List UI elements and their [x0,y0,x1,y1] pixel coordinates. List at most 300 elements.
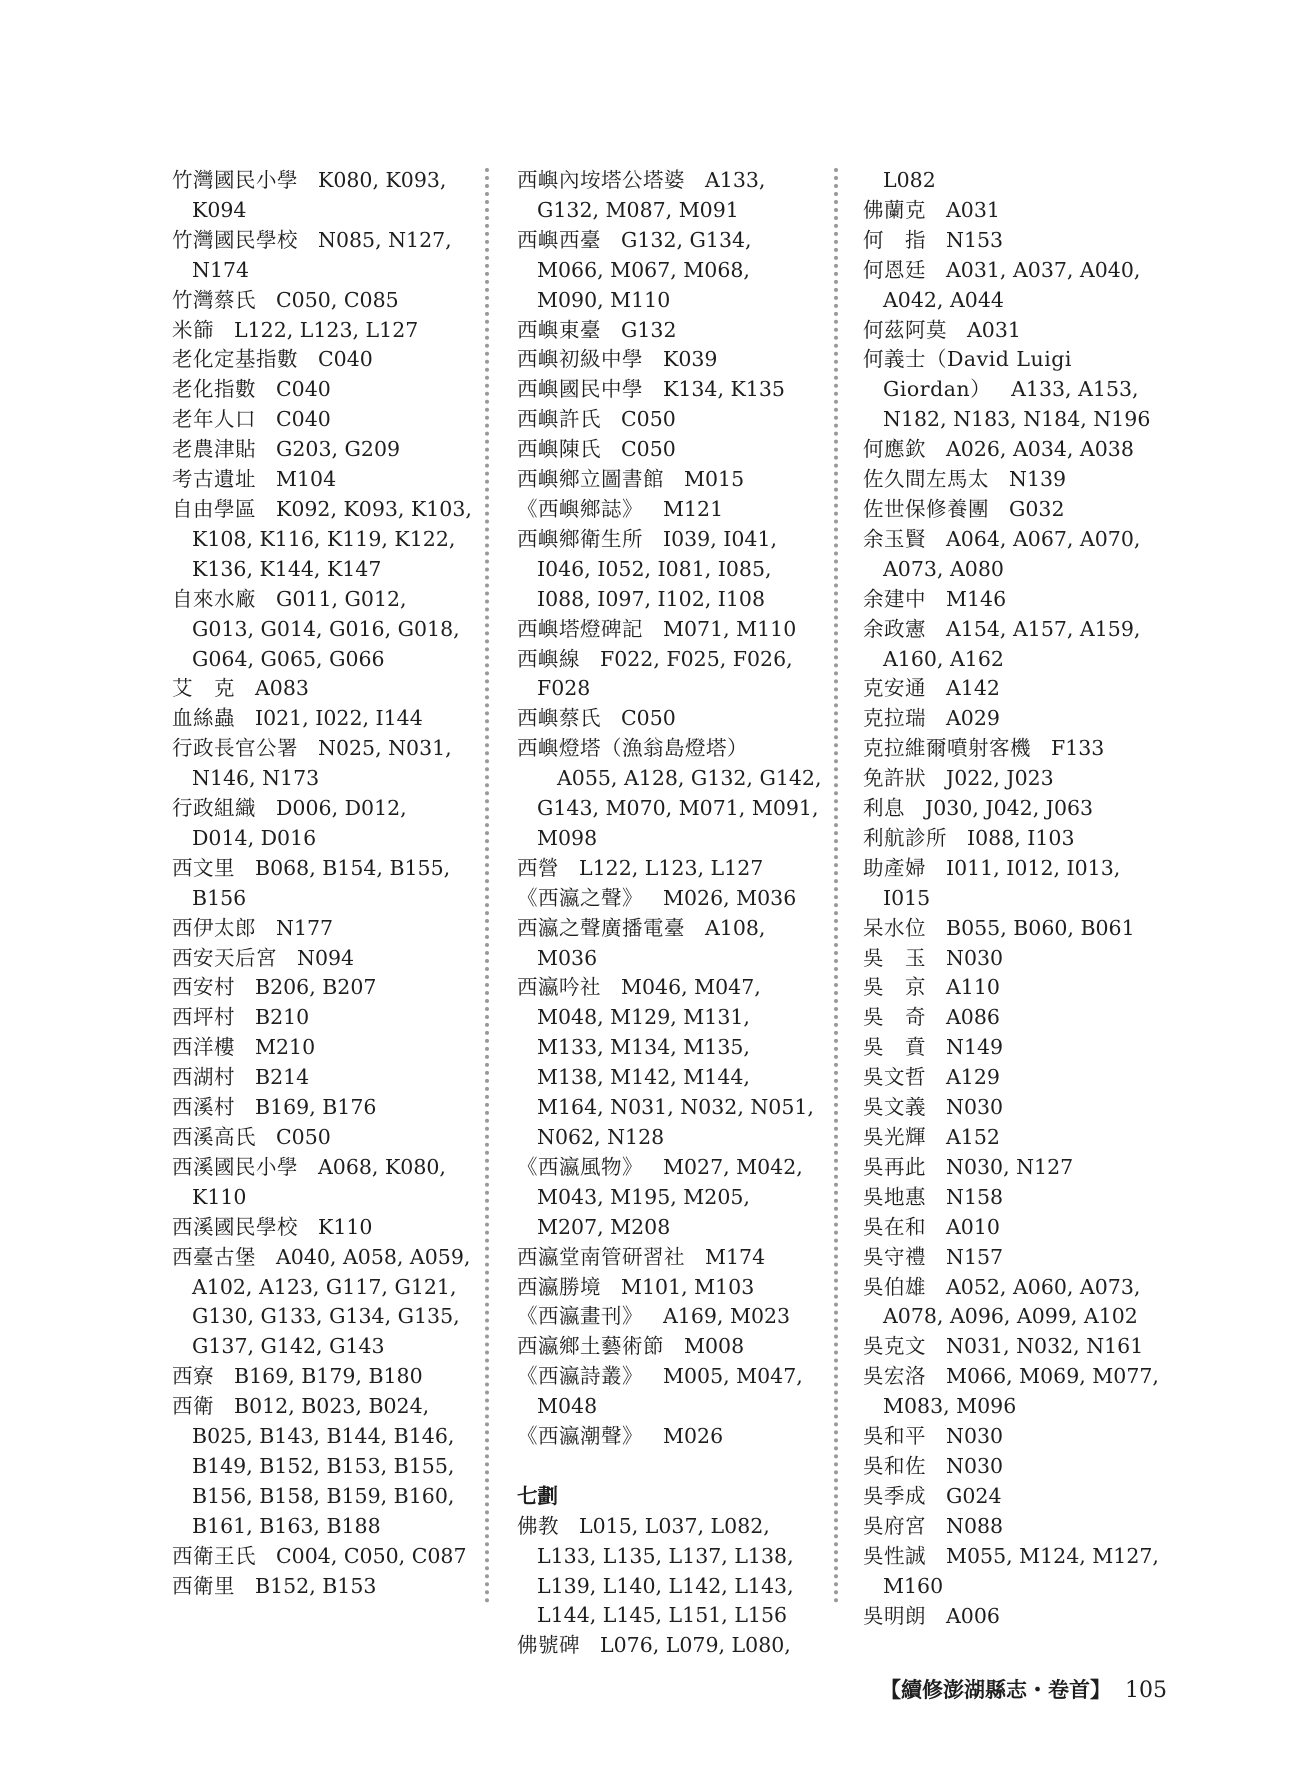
entry-references: B210 [255,1005,310,1030]
entry-term: 吳 玉 [863,945,926,970]
entry-references: G011, G012, G013, G014, G016, G018, G064, G065, G066 [192,586,460,671]
entry-references: C050 [276,1125,331,1149]
index-entry [517,615,822,645]
entry-references: N025, N031, N146, N173 [192,736,452,791]
index-entry [172,1093,472,1123]
entry-term: 竹灣國民學校 [172,227,298,252]
entry-references: A031, A037, A040, A042, A044 [883,257,1141,312]
entry-references: L122, L123, L127 [579,855,764,880]
entry-references: G203, G209 [276,437,401,462]
entry-references: A031 [946,197,1000,222]
entry-references: N030 [946,1453,1004,1478]
entry-term: 自由學區 [172,496,256,521]
entry-references: K092, K093, K103, K108, K116, K119, K122, K136, K144, K147 [192,496,472,581]
entry-references: C040 [276,377,331,402]
index-entry [172,1063,472,1093]
entry-references: K080, K093, K094 [192,168,447,222]
entry-references: N149 [946,1035,1004,1060]
entry-term: 西湖村 [172,1065,235,1090]
entry-term: 吳克文 [863,1334,926,1359]
entry-references: A068, K080, K110 [192,1154,446,1209]
entry-references: N030 [946,1095,1004,1120]
entry-references: M026, M036 [663,885,797,910]
index-entry [863,1602,1163,1632]
entry-term: 西嶼鄉衛生所 [517,526,643,551]
entry-term: 西衛王氏 [172,1543,256,1568]
page-footer [880,1674,1167,1704]
entry-references: M146 [946,586,1007,611]
entry-references: A169, M023 [663,1304,791,1329]
entry-references: C004, C050, C087 [276,1543,467,1568]
entry-references: J030, J042, J063 [925,796,1094,821]
index-entry [863,316,1163,346]
entry-references: A133, G132, M087, M091 [537,168,766,222]
entry-term: 佐世保修養團 [863,496,989,521]
index-entry [517,645,822,705]
entry-term: 呆水位 [863,915,926,940]
entry-term: 佛號碑 [517,1633,580,1658]
index-entry [172,1153,472,1213]
index-entry [517,734,822,854]
entry-references: N031, N032, N161 [946,1334,1144,1359]
index-entry [172,734,472,794]
index-entry [172,944,472,974]
entry-term: 西瀛堂南管研習社 [517,1244,685,1269]
entry-term: 佐久間左馬太 [863,467,989,492]
entry-term: 余建中 [863,586,926,611]
entry-references: L015, L037, L082, L133, L135, L137, L138, L139, L140, L142, L143, L144, L145, L151, L156 [537,1513,794,1628]
entry-term: 西嶼鄉立圖書館 [517,467,664,492]
entry-term: 何應欽 [863,437,926,462]
index-entry [517,973,822,1152]
entry-term: 吳在和 [863,1214,926,1239]
index-column-3 [863,166,1163,1631]
index-entry [172,1392,472,1542]
entry-term: 吳伯雄 [863,1274,926,1299]
entry-references: A040, A058, A059, A102, A123, G117, G121, G130, G133, G134, G135, G137, G142, G143 [192,1244,471,1359]
index-column-1 [172,166,472,1602]
index-entry [863,1362,1163,1422]
entry-references: A010 [946,1214,1000,1239]
entry-term: 西文里 [172,855,235,880]
index-entry [863,824,1163,854]
index-entry [517,1302,822,1332]
index-entry [172,1123,472,1153]
entry-term: 克安通 [863,676,926,701]
index-entry [863,585,1163,615]
entry-references: C050, C085 [276,287,399,312]
index-entry [863,1482,1163,1512]
index-entry [172,345,472,375]
index-entry [172,1213,472,1243]
entry-term: 西溪高氏 [172,1125,256,1149]
entry-term: 西嶼塔燈碑記 [517,616,643,641]
entry-term: 竹灣蔡氏 [172,287,256,312]
index-entry [172,405,472,435]
index-entry [172,226,472,286]
index-entry [172,674,472,704]
index-entry [517,525,822,615]
section-gap [517,1452,822,1482]
index-entry [517,166,822,226]
entry-references: G032 [1009,496,1065,521]
entry-term: 西寮 [172,1364,214,1389]
entry-term: 西嶼線 [517,646,580,671]
index-entry [863,1542,1163,1602]
index-entry [172,1003,472,1033]
entry-references: N030 [946,1424,1004,1449]
entry-term: 自來水廠 [172,586,256,611]
entry-references: A086 [946,1005,1000,1030]
entry-references: G024 [946,1483,1002,1508]
index-entry [863,764,1163,794]
entry-term: 利航診所 [863,825,947,850]
entry-term: 行政組織 [172,796,256,821]
index-entry [863,794,1163,824]
entry-references: A152 [946,1125,1000,1149]
index-entry [863,1183,1163,1213]
entry-references: F133 [1051,736,1105,761]
entry-term: 《西嶼鄉誌》 [517,496,643,521]
entry-references: B214 [255,1065,310,1090]
entry-references: B169, B176 [255,1095,377,1120]
entry-references: L076, L079, L080, [600,1633,791,1658]
entry-references: M121 [663,496,724,521]
index-entry [517,226,822,316]
entry-term: 西瀛吟社 [517,975,601,1000]
index-entry [863,674,1163,704]
index-entry [863,465,1163,495]
entry-term: 克拉瑞 [863,706,926,731]
entry-references: B169, B179, B180 [234,1364,423,1389]
index-entry [863,1033,1163,1063]
entry-references: A133, A153, N182, N183, N184, N196 [883,377,1151,432]
entry-references: C050 [621,407,676,432]
index-entry [517,1362,822,1422]
index-entry [517,1273,822,1303]
entry-term: 西嶼蔡氏 [517,706,601,731]
entry-references: M055, M124, M127, M160 [883,1543,1159,1598]
entry-term: 吳宏洛 [863,1364,926,1389]
entry-references: A055, A128, G132, G142, G143, M070, M071, M091, M098 [537,766,822,850]
index-entry [863,914,1163,944]
entry-term: 何 指 [863,227,926,252]
entry-term: 西嶼西臺 [517,227,601,252]
index-entry [863,1452,1163,1482]
index-entry [863,944,1163,974]
index-entry [517,704,822,734]
entry-term: 西安村 [172,975,235,1000]
page-number: 105 [1125,1678,1167,1703]
entry-term: 吳府宮 [863,1513,926,1538]
index-entry [517,405,822,435]
index-entry [863,525,1163,585]
index-entry [172,286,472,316]
entry-term: 西溪國民學校 [172,1214,298,1239]
entry-term: 吳光輝 [863,1125,926,1149]
entry-references: M101, M103 [621,1274,755,1299]
entry-references: N177 [276,915,334,940]
entry-term: 吳文哲 [863,1065,926,1090]
index-entry [863,256,1163,316]
entry-term: 吳 京 [863,975,926,1000]
entry-references: A129 [946,1065,1000,1090]
entry-references: M104 [276,467,337,492]
section-heading: 七劃 [517,1483,558,1508]
entry-term: 西衛 [172,1394,214,1419]
entry-references: I021, I022, I144 [255,706,423,731]
entry-term: 佛教 [517,1513,559,1538]
entry-references: B068, B154, B155, B156 [192,855,451,910]
entry-term: 西瀛勝境 [517,1274,601,1299]
entry-term: 行政長官公署 [172,736,298,761]
entry-term: 西溪國民小學 [172,1154,298,1179]
entry-references: M046, M047, M048, M129, M131, M133, M134, M135, M138, M142, M144, M164, N031, N032, N051, N062, N128 [537,975,814,1149]
entry-references: M008 [684,1334,745,1359]
index-entry [517,345,822,375]
index-entry [863,1273,1163,1333]
entry-term: 余玉賢 [863,526,926,551]
index-entry [172,1243,472,1363]
entry-term: 利息 [863,796,905,821]
entry-term: 西嶼初級中學 [517,347,643,372]
index-entry [172,166,472,226]
index-entry [517,1422,822,1452]
entry-term: 佛蘭克 [863,197,926,222]
index-entry [863,704,1163,734]
entry-references: K039 [663,347,718,372]
entry-references: F022, F025, F026, F028 [537,646,793,701]
entry-term: 西伊太郎 [172,915,256,940]
entry-references: A142 [946,676,1000,701]
entry-references: N030 [946,945,1004,970]
index-entry [863,196,1163,226]
entry-references: I039, I041, I046, I052, I081, I085, I088, I097, I102, I108 [537,526,778,611]
entry-references: B055, B060, B061 [946,915,1135,940]
entry-references: M174 [705,1244,766,1269]
entry-references: N030, N127 [946,1154,1074,1179]
entry-references: D006, D012, D014, D016 [192,796,407,850]
entry-term: 何恩廷 [863,257,926,282]
entry-term: 何茲阿莫 [863,317,947,342]
entry-references: N158 [946,1184,1004,1209]
index-entry [863,1003,1163,1033]
entry-term: 老農津貼 [172,437,256,462]
entry-term: 西洋樓 [172,1035,235,1060]
index-entry [172,316,472,346]
entry-references: M210 [255,1035,316,1060]
entry-references: C050 [621,437,676,462]
entry-term: 西嶼內垵塔公塔婆 [517,168,685,192]
index-entry [863,345,1163,435]
entry-term: 吳 賁 [863,1035,926,1060]
entry-term: 吳文義 [863,1095,926,1120]
entry-term: 西嶼燈塔（漁翁島燈塔） [517,736,748,761]
entry-term: 西瀛之聲廣播電臺 [517,915,685,940]
entry-term: 艾 克 [172,676,235,701]
entry-references: N088 [946,1513,1004,1538]
entry-term: 西安天后宮 [172,945,277,970]
index-entry [172,1572,472,1602]
entry-references: C040 [318,347,373,372]
entry-term: 西嶼許氏 [517,407,601,432]
index-entry [172,375,472,405]
index-entry [172,794,472,854]
entry-references: I011, I012, I013, I015 [883,855,1121,910]
index-entry [863,1512,1163,1542]
index-entry [863,1153,1163,1183]
entry-term: 西嶼國民中學 [517,377,643,402]
entry-references: C040 [276,407,331,432]
entry-references: M015 [684,467,745,492]
entry-references: A026, A034, A038 [946,437,1134,462]
index-entry [517,884,822,914]
index-entry [517,914,822,974]
entry-term: 老化定基指數 [172,347,298,372]
entry-term: 余政憲 [863,616,926,641]
entry-references: A006 [946,1603,1000,1628]
entry-references: A083 [255,676,309,701]
entry-term: 老化指數 [172,377,256,402]
entry-term: 吳性誠 [863,1543,926,1568]
index-entry [517,316,822,346]
entry-references: M066, M069, M077, M083, M096 [883,1364,1159,1419]
entry-term: 吳季成 [863,1483,926,1508]
entry-references: L122, L123, L127 [234,317,419,342]
entry-term: 西衛里 [172,1573,235,1598]
index-entry [863,435,1163,465]
series-title: 【續修澎湖縣志・卷首】 [880,1677,1111,1702]
entry-references: A110 [946,975,1000,1000]
entry-term: 吳 奇 [863,1005,926,1030]
index-entry [172,1362,472,1392]
entry-term: 何義士（David Luigi Giordan） [863,347,1072,402]
index-entry [172,435,472,465]
index-entry [517,435,822,465]
column-divider-right [834,168,838,1604]
index-entry [517,854,822,884]
entry-references: A108, M036 [537,915,766,970]
entry-term: 《西瀛潮聲》 [517,1424,643,1449]
index-entry [172,704,472,734]
entry-term: 吳地惠 [863,1184,926,1209]
index-entry [172,465,472,495]
index-entry [863,615,1163,675]
index-entry [517,1243,822,1273]
index-entry [863,1243,1163,1273]
entry-references: M071, M110 [663,616,797,641]
index-entry [172,973,472,1003]
entry-references: J022, J023 [946,766,1054,791]
index-entry [863,1123,1163,1153]
entry-term: 克拉維爾噴射客機 [863,736,1031,761]
index-entry [517,495,822,525]
entry-references: G132, G134, M066, M067, M068, M090, M110 [537,227,752,312]
entry-term: 西坪村 [172,1005,235,1030]
index-entry [517,1153,822,1243]
index-entry [863,854,1163,914]
entry-term: 西瀛鄉土藝術節 [517,1334,664,1359]
index-entry [863,1422,1163,1452]
entry-references: B012, B023, B024, B025, B143, B144, B146, B149, B152, B153, B155, B156, B158, B159, B160, B161, B163, B188 [192,1394,455,1538]
entry-term: 免許狀 [863,766,926,791]
index-entry [517,1332,822,1362]
entry-term: 老年人口 [172,407,256,432]
index-entry [863,166,1163,196]
entry-references: A031 [967,317,1021,342]
entry-references: A154, A157, A159, A160, A162 [883,616,1141,671]
entry-term: 吳和佐 [863,1453,926,1478]
entry-references: N085, N127, N174 [192,227,452,282]
index-entry [863,1213,1163,1243]
entry-references: G132 [621,317,677,342]
entry-term: 助產婦 [863,855,926,880]
index-entry [517,375,822,405]
entry-references: A064, A067, A070, A073, A080 [883,526,1141,581]
index-entry [172,585,472,675]
entry-references: M005, M047, M048 [537,1364,803,1419]
entry-term: 《西瀛之聲》 [517,885,643,910]
entry-term: 米篩 [172,317,214,342]
entry-term: 西嶼東臺 [517,317,601,342]
entry-references: M027, M042, M043, M195, M205, M207, M208 [537,1154,803,1239]
entry-term: 西溪村 [172,1095,235,1120]
index-entry [863,226,1163,256]
index-entry [517,1631,822,1661]
entry-references: I088, I103 [967,825,1075,850]
index-entry [172,495,472,585]
entry-term: 《西瀛風物》 [517,1154,643,1179]
entry-term: 《西瀛畫刊》 [517,1304,643,1329]
index-entry [172,914,472,944]
index-entry [172,1542,472,1572]
entry-references: N139 [1009,467,1067,492]
index-column-2 [517,166,822,1661]
entry-references: A029 [946,706,1000,731]
index-entry [172,854,472,914]
entry-continuation: L082 [883,168,936,192]
entry-term: 西臺古堡 [172,1244,256,1269]
index-entry [863,495,1163,525]
entry-references: K110 [318,1214,373,1239]
entry-term: 血絲蟲 [172,706,235,731]
entry-term: 考古遺址 [172,467,256,492]
index-entry [517,465,822,495]
entry-references: N157 [946,1244,1004,1269]
index-entry [517,1512,822,1632]
entry-references: M026 [663,1424,724,1449]
column-divider-left [485,168,489,1604]
index-entry [863,1093,1163,1123]
entry-references: B206, B207 [255,975,377,1000]
entry-term: 吳和平 [863,1424,926,1449]
index-entry [172,1033,472,1063]
entry-references: N094 [297,945,355,970]
entry-term: 吳明朗 [863,1603,926,1628]
entry-references: K134, K135 [663,377,785,402]
entry-references: N153 [946,227,1004,252]
index-entry [863,1332,1163,1362]
entry-term: 《西瀛詩叢》 [517,1364,643,1389]
index-entry [863,734,1163,764]
entry-references: B152, B153 [255,1573,377,1598]
entry-term: 吳再此 [863,1154,926,1179]
entry-references: C050 [621,706,676,731]
entry-term: 西嶼陳氏 [517,437,601,462]
index-entry [863,1063,1163,1093]
index-entry [863,973,1163,1003]
entry-references: A052, A060, A073, A078, A096, A099, A102 [883,1274,1141,1329]
